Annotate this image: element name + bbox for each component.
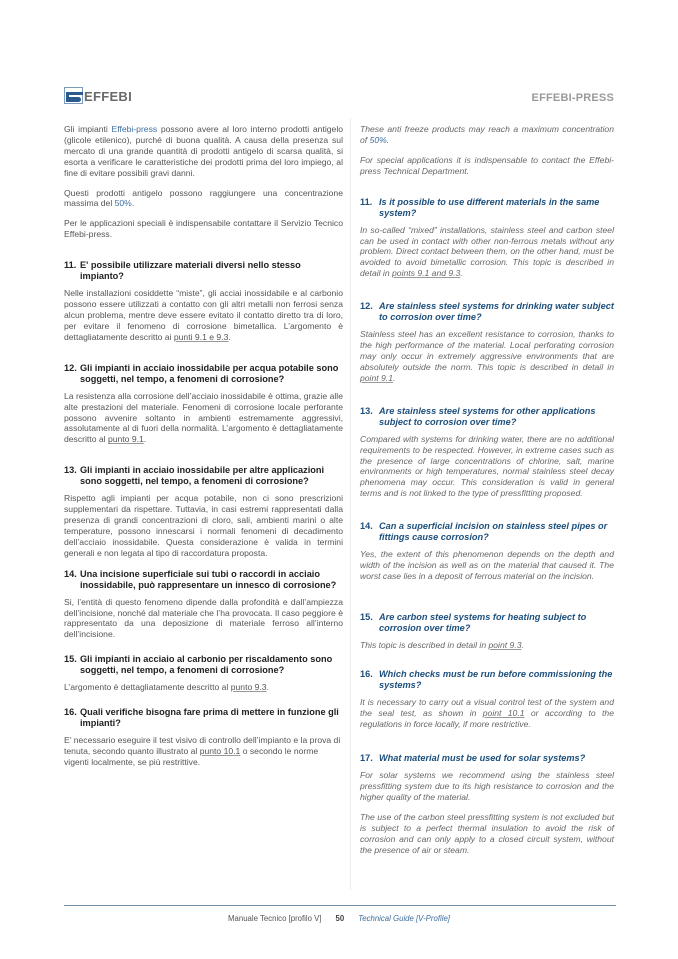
faq-item-13: [64, 465, 343, 558]
faq-answer: L’argomento è dettagliatamente descritto al punto 9.3.: [64, 682, 269, 693]
footer-rule: [64, 905, 616, 906]
italian-column: [64, 124, 343, 777]
reference-link[interactable]: point 9.3: [488, 639, 522, 650]
faq-item-15: [360, 612, 614, 651]
intro-paragraph-3: Per le applicazioni speciali è indispensabile contattare il Servizio Tecnico Effebi-press.: [64, 218, 343, 240]
reference-link[interactable]: points 9.1 and 9.3: [392, 268, 461, 279]
faq-answer: Nelle installazioni cosiddette “miste”, gli acciai inossidabile e al carbonio possono essere utilizzati a contatto con gli altri metalli non ferrosi senza alcun problema, mentre deve essere evitato il contatto diretto tra di loro, per evitare il fenomeno di corrosione bimetallica. L’argomento è dettagliatamente descritto ai punti 9.1 e 9.3.: [64, 288, 343, 342]
brand-title: EFFEBI-PRESS: [531, 92, 614, 104]
concentration-highlight: 50%: [114, 198, 132, 209]
faq-question: 15. Gli impianti in acciaio al carbonio per riscaldamento sono soggetti, nel tempo, a fenomeni di corrosione?: [64, 654, 333, 676]
page-footer: [0, 914, 678, 923]
faq-question: 16. Which checks must be run before commissioning the systems?: [360, 668, 613, 690]
intro-paragraph-2: Questi prodotti antigelo possono raggiungere una concentrazione massima del 50%.: [64, 187, 343, 209]
page-number: 50: [335, 914, 345, 923]
faq-item-11: [64, 260, 343, 343]
faq-answer: Compared with systems for drinking water, there are no additional requirements to be respected. However, in extreme cases such as the presence of large concentrations of chlorine, salt, marine environments or high temperatures, normal stainless steel decay phenomena may occur. This consideration is valid in general terms and is not linked to the type of pressfitting proposed.: [360, 433, 614, 499]
reference-link[interactable]: point 9.1: [360, 372, 393, 383]
faq-answer: For solar systems we recommend using the stainless steel pressfitting system due to its high resistance to corrosion and the higher quality of the material.: [360, 770, 614, 803]
faq-item-13: [360, 406, 614, 499]
logo-text: EFFEBI: [84, 89, 133, 104]
faq-item-16: [360, 669, 614, 730]
effebi-logo-icon: [64, 87, 84, 104]
faq-item-17: [360, 753, 614, 855]
faq-question: 16. Quali verifiche bisogna fare prima di mettere in funzione gli impianti?: [64, 707, 339, 729]
faq-item-12: [360, 301, 614, 384]
faq-answer: Rispetto agli impianti per acqua potabile, non ci sono prescrizioni supplementari da rispettare. Tuttavia, in casi estremi rappresentati dalla presenza di grandi concentrazioni di cloro, sali, ambienti marini o alte temperature, possono innescarsi i normali fenomeni di decadimento dell’acciaio inossidabile. Questa considerazione è valida in termini generali e non legata al tipo di raccordatura proposta.: [64, 493, 343, 558]
footer-manual-title-it: Manuale Tecnico [profilo V]: [228, 914, 322, 923]
column-divider: [350, 118, 351, 890]
footer-manual-title-en: Technical Guide [V-Profile]: [358, 914, 450, 923]
faq-question: 11. E' possibile utilizzare materiali diversi nello stesso impianto?: [64, 260, 301, 282]
reference-link[interactable]: punto 9.1: [107, 434, 144, 445]
intro-paragraph-1: Gli impianti Effebi-press possono avere al loro interno prodotti antigelo (glicole etilenico), purché di buona qualità. A causa della presenza sul mercato di una grande quantità di prodotti antigelo di scarsa qualità, si esorta a verificare le caratteristiche dei prodotti prima del loro impiego, al fine di evitare possibili gravi danni.: [64, 124, 344, 178]
faq-question: 13. Gli impianti in acciaio inossidabile per altre applicazioni sono soggetti, nel tempo, a fenomeni di corrosione?: [64, 465, 325, 487]
faq-answer: Stainless steel has an excellent resistance to corrosion, thanks to the high performance of the material. Local perforating corrosion may only occur in extremely aggressive environments that are absolutely outside the norm. This topic is described in detail in point 9.1.: [360, 329, 614, 383]
faq-question: 11. Is it possible to use different materials in the same system?: [360, 196, 600, 218]
intro-paragraph-2: For special applications it is indispensable to contact the Effebi-press Technical Department.: [360, 154, 614, 176]
reference-link[interactable]: punto 9.3: [230, 682, 267, 693]
faq-question: 13. Are stainless steel systems for other applications subject to corrosion over time?: [360, 405, 596, 427]
reference-link[interactable]: point 10.1: [482, 707, 525, 718]
faq-item-15: [64, 654, 343, 693]
faq-question: 15. Are carbon steel systems for heating subject to corrosion over time?: [360, 611, 587, 633]
faq-answer: This topic is described in detail in point 9.3.: [360, 639, 524, 650]
faq-answer: E’ necessario eseguire il test visivo di controllo dell’impianto e la prova di tenuta, secondo quanto illustrato al punto 10.1 o secondo le norme vigenti localmente, se più restrittive.: [64, 735, 341, 767]
faq-answer: In so-called “mixed” installations, stainless steel and carbon steel can be used in contact with other non-ferrous metals without any problem. Direct contact between them, on the other hand, must be avoided to avoid bimetallic corrosion. This topic is described in detail in points 9.1 and 9.3.: [360, 224, 614, 279]
faq-answer: Si, l’entità di questo fenomeno dipende dalla profondità e dall’ampiezza dell’incisione, nonché dal materiale che l’ha provocata. Il caso peggiore è rappresentato da una deposizione di materiale ferroso all’interno dell’incisione.: [64, 596, 343, 640]
page-header: [0, 0, 678, 115]
reference-link[interactable]: punti 9.1 e 9.3: [173, 331, 229, 342]
faq-question: 12. Gli impianti in acciaio inossidabile per acqua potabile sono soggetti, nel tempo, a fenomeni di corrosione?: [64, 362, 339, 384]
effebi-logo: [64, 87, 132, 104]
faq-item-12: [64, 363, 343, 446]
faq-answer-2: The use of the carbon steel pressfitting system is not excluded but is subject to a perfect thermal insulation to avoid the risk of corrosion and can only apply to a closed circuit system, without the presence of air or steam.: [360, 812, 614, 855]
faq-question: 17. What material must be used for solar systems?: [360, 753, 586, 764]
english-column: [360, 124, 614, 865]
faq-question: 14. Can a superficial incision on stainless steel pipes or fittings cause corrosion?: [360, 521, 608, 543]
reference-link[interactable]: punto 10.1: [199, 746, 241, 757]
faq-item-14: [64, 569, 343, 641]
faq-answer: La resistenza alla corrosione dell’acciaio inossidabile è ottima, grazie alle alte prestazioni del materiale. Fenomeni di corrosione locale perforante possono avvenire soltanto in ambienti estremamente aggressivi, assolutamente al di fuori della normalità. L’argomento è dettagliatamente descritto al punto 9.1.: [64, 390, 343, 445]
concentration-highlight: 50%: [369, 134, 387, 145]
faq-answer: Yes, the extent of this phenomenon depends on the depth and width of the incision as well as on the material that caused it. The worst case lies in a deposit of ferrous material on the incision.: [360, 549, 614, 581]
intro-paragraph-1: These anti freeze products may reach a maximum concentration of 50%.: [360, 124, 614, 145]
faq-item-14: [360, 521, 614, 582]
faq-answer: It is necessary to carry out a visual control test of the system and the seal test, as shown in point 10.1 or according to the regulations in force locally, if more restrictive.: [360, 696, 614, 729]
brand-highlight: Effebi-press: [111, 124, 158, 134]
faq-item-11: [360, 197, 614, 280]
faq-question: 14. Una incisione superficiale sui tubi o raccordi in acciaio inossidabile, può rappresentare un innesco di corrosione?: [64, 568, 337, 590]
faq-question: 12. Are stainless steel systems for drinking water subject to corrosion over time?: [360, 301, 614, 323]
faq-item-16: [64, 707, 343, 768]
